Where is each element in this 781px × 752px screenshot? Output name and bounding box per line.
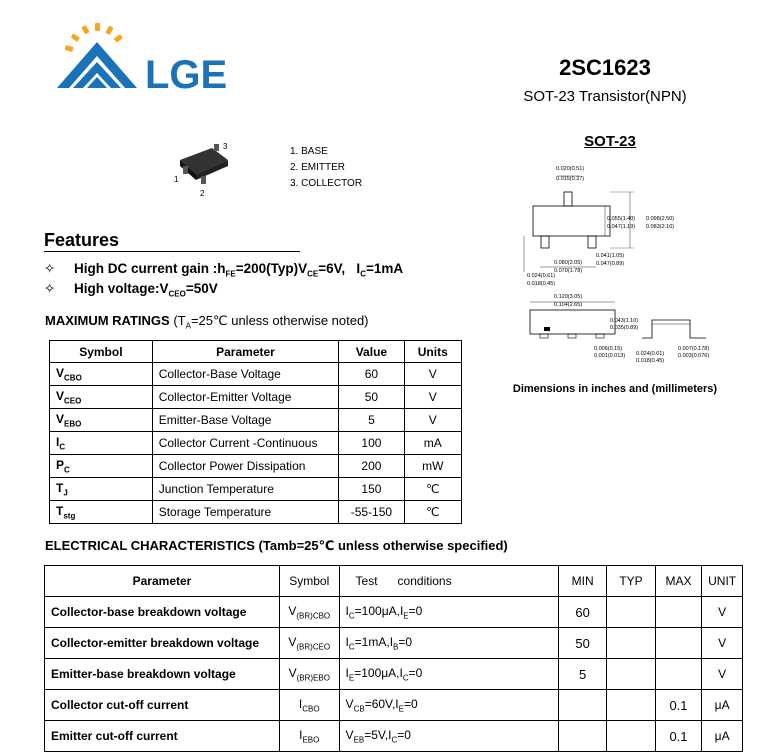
table-header-row bbox=[50, 341, 462, 363]
symbol-cell: $P_C$ bbox=[50, 455, 153, 478]
min-cell: 50 bbox=[558, 628, 606, 659]
table-row bbox=[50, 501, 462, 524]
symbol-cell: $T_{stg}$ bbox=[50, 501, 153, 524]
symbol-cell: $V_{CBO}$ bbox=[50, 363, 153, 386]
bullet-icon: ✧ bbox=[44, 281, 56, 296]
dimensions-caption: Dimensions in inches and (millimeters) bbox=[512, 383, 718, 395]
parameter-cell: Emitter cut-off current bbox=[45, 721, 280, 752]
unit-cell: ℃ bbox=[404, 501, 461, 524]
parameter-cell: Collector-Emitter Voltage bbox=[152, 386, 339, 409]
pin-number-3: 3 bbox=[223, 142, 228, 151]
parameter-cell: Junction Temperature bbox=[152, 478, 339, 501]
symbol-cell: $T_J$ bbox=[50, 478, 153, 501]
test-cell: $I_E=100\mu A,I_C=0$ bbox=[339, 659, 558, 690]
header-value: Value bbox=[339, 341, 404, 363]
max-ratings-title: MAXIMUM RATINGS ($T_A=25℃$ unless otherwise noted) bbox=[45, 313, 369, 331]
features-heading: Features bbox=[44, 230, 120, 250]
package-outline-drawing bbox=[510, 160, 735, 370]
features-underline bbox=[44, 251, 300, 252]
package-label: SOT-23 bbox=[584, 133, 636, 150]
value-cell: 200 bbox=[339, 455, 404, 478]
symbol-cell: $V_{(BR)CBO}$ bbox=[279, 597, 339, 628]
max-cell bbox=[655, 597, 702, 628]
parameter-cell: Collector Current -Continuous bbox=[152, 432, 339, 455]
parameter-cell: Collector cut-off current bbox=[45, 690, 280, 721]
electrical-title: ELECTRICAL CHARACTERISTICS (Tamb=25℃ unless otherwise specified) bbox=[45, 538, 508, 553]
unit-cell: V bbox=[702, 628, 743, 659]
test-cell: $I_C=1mA,I_B=0$ bbox=[339, 628, 558, 659]
value-cell: 60 bbox=[339, 363, 404, 386]
dim-e-1: 0.024(0.61) bbox=[527, 273, 556, 279]
max-cell bbox=[655, 659, 702, 690]
pin-3-label: 3. COLLECTOR bbox=[290, 178, 363, 189]
max-cell bbox=[655, 628, 702, 659]
header-units: Units bbox=[404, 341, 461, 363]
feature-item-gain: ✧ High DC current gain $:h_{FE}=200(Typ)V_{CE}=6V$, $I_C=1mA$ bbox=[44, 261, 404, 279]
table-row bbox=[50, 432, 462, 455]
dim-c-2: 0.047(0.89) bbox=[596, 261, 625, 267]
table-row bbox=[50, 363, 462, 386]
dim-i-2: 0.018(0.45) bbox=[636, 358, 665, 364]
table-row bbox=[50, 478, 462, 501]
typ-cell bbox=[607, 597, 655, 628]
dim-top-1: 0.020(0.51) bbox=[556, 166, 585, 172]
value-cell: 50 bbox=[339, 386, 404, 409]
dim-e-2: 0.018(0.45) bbox=[527, 281, 556, 287]
unit-cell: V bbox=[404, 409, 461, 432]
bullet-icon: ✧ bbox=[44, 261, 56, 276]
table-header-row bbox=[45, 566, 743, 597]
dim-b-2: 0.083(2.10) bbox=[646, 224, 675, 230]
symbol-cell: $V_{(BR)EBO}$ bbox=[279, 659, 339, 690]
electrical-table bbox=[44, 565, 743, 752]
value-cell: 5 bbox=[339, 409, 404, 432]
dim-j-2: 0.003(0.076) bbox=[678, 353, 710, 359]
test-cell: $V_{CB}=60V,I_E=0$ bbox=[339, 690, 558, 721]
test-cell: $V_{EB}=5V,I_C=0$ bbox=[339, 721, 558, 752]
dim-h-1: 0.006(0.15) bbox=[594, 346, 623, 352]
symbol-cell: $I_C$ bbox=[50, 432, 153, 455]
dim-top-2: 0.015(0.37) bbox=[556, 176, 585, 182]
symbol-cell: $I_{CBO}$ bbox=[279, 690, 339, 721]
typ-cell bbox=[607, 628, 655, 659]
parameter-cell: Emitter-base breakdown voltage bbox=[45, 659, 280, 690]
table-row bbox=[50, 455, 462, 478]
max-cell: 0.1 bbox=[655, 721, 702, 752]
dim-f-2: 0.104(2.65) bbox=[554, 302, 583, 308]
header-min: MIN bbox=[558, 566, 606, 597]
dim-h-2: 0.001(0.013) bbox=[594, 353, 626, 359]
pin-1-label: 1. BASE bbox=[290, 146, 328, 157]
value-cell: 150 bbox=[339, 478, 404, 501]
unit-cell: μA bbox=[702, 721, 743, 752]
unit-cell: μA bbox=[702, 690, 743, 721]
dim-d-2: 0.070(1.78) bbox=[554, 268, 583, 274]
package-picture bbox=[170, 138, 240, 198]
test-cell: $I_C=100\mu A,I_E=0$ bbox=[339, 597, 558, 628]
part-number: 2SC1623 bbox=[559, 55, 651, 80]
header-test-conditions: Test conditions bbox=[339, 566, 558, 597]
table-row bbox=[50, 409, 462, 432]
symbol-cell: $V_{(BR)CEO}$ bbox=[279, 628, 339, 659]
unit-cell: V bbox=[404, 363, 461, 386]
logo-text: LGE bbox=[145, 53, 228, 97]
header-max: MAX bbox=[655, 566, 702, 597]
header-typ: TYP bbox=[607, 566, 655, 597]
max-ratings-table bbox=[49, 340, 462, 524]
dim-b-1: 0.098(2.50) bbox=[646, 216, 675, 222]
unit-cell: mA bbox=[404, 432, 461, 455]
symbol-cell: $I_{EBO}$ bbox=[279, 721, 339, 752]
feature-item-voltage: ✧ High $voltage:V_{CEO}=50V$ bbox=[44, 281, 218, 299]
header-parameter: Parameter bbox=[45, 566, 280, 597]
header-parameter: Parameter bbox=[152, 341, 339, 363]
unit-cell: V bbox=[702, 659, 743, 690]
header-unit: UNIT bbox=[702, 566, 743, 597]
part-subtitle: SOT-23 Transistor(NPN) bbox=[523, 88, 687, 105]
typ-cell bbox=[607, 690, 655, 721]
typ-cell bbox=[607, 721, 655, 752]
pin-number-2: 2 bbox=[200, 189, 205, 198]
pin-list bbox=[290, 144, 362, 192]
table-row bbox=[45, 659, 743, 690]
value-cell: 100 bbox=[339, 432, 404, 455]
unit-cell: ℃ bbox=[404, 478, 461, 501]
dim-c-1: 0.041(1.05) bbox=[596, 253, 625, 259]
parameter-cell: Collector Power Dissipation bbox=[152, 455, 339, 478]
company-logo bbox=[55, 20, 255, 100]
dim-g-2: 0.035(0.89) bbox=[610, 325, 639, 331]
min-cell: 60 bbox=[558, 597, 606, 628]
table-row bbox=[45, 628, 743, 659]
parameter-cell: Collector-base breakdown voltage bbox=[45, 597, 280, 628]
dim-j-1: 0.007(0.178) bbox=[678, 346, 710, 352]
min-cell: 5 bbox=[558, 659, 606, 690]
dim-a-1: 0.055(1.40) bbox=[607, 216, 636, 222]
table-row bbox=[50, 386, 462, 409]
unit-cell: V bbox=[404, 386, 461, 409]
dim-i-1: 0.024(0.61) bbox=[636, 351, 665, 357]
dim-a-2: 0.047(1.19) bbox=[607, 224, 636, 230]
symbol-cell: $V_{EBO}$ bbox=[50, 409, 153, 432]
header-symbol: Symbol bbox=[279, 566, 339, 597]
parameter-cell: Emitter-Base Voltage bbox=[152, 409, 339, 432]
min-cell bbox=[558, 690, 606, 721]
table-row bbox=[45, 597, 743, 628]
parameter-cell: Storage Temperature bbox=[152, 501, 339, 524]
value-cell: -55-150 bbox=[339, 501, 404, 524]
dim-d-1: 0.080(2.05) bbox=[554, 260, 583, 266]
max-cell: 0.1 bbox=[655, 690, 702, 721]
table-row bbox=[45, 721, 743, 752]
dim-f-1: 0.120(3.05) bbox=[554, 294, 583, 300]
min-cell bbox=[558, 721, 606, 752]
symbol-cell: $V_{CEO}$ bbox=[50, 386, 153, 409]
logo-mark-icon bbox=[55, 20, 255, 100]
table-row bbox=[45, 690, 743, 721]
parameter-cell: Collector-emitter breakdown voltage bbox=[45, 628, 280, 659]
typ-cell bbox=[607, 659, 655, 690]
header-symbol: Symbol bbox=[50, 341, 153, 363]
unit-cell: mW bbox=[404, 455, 461, 478]
parameter-cell: Collector-Base Voltage bbox=[152, 363, 339, 386]
pin-2-label: 2. EMITTER bbox=[290, 162, 346, 173]
dim-g-1: 0.043(1.10) bbox=[610, 318, 639, 324]
pin-number-1: 1 bbox=[174, 175, 179, 184]
unit-cell: V bbox=[702, 597, 743, 628]
